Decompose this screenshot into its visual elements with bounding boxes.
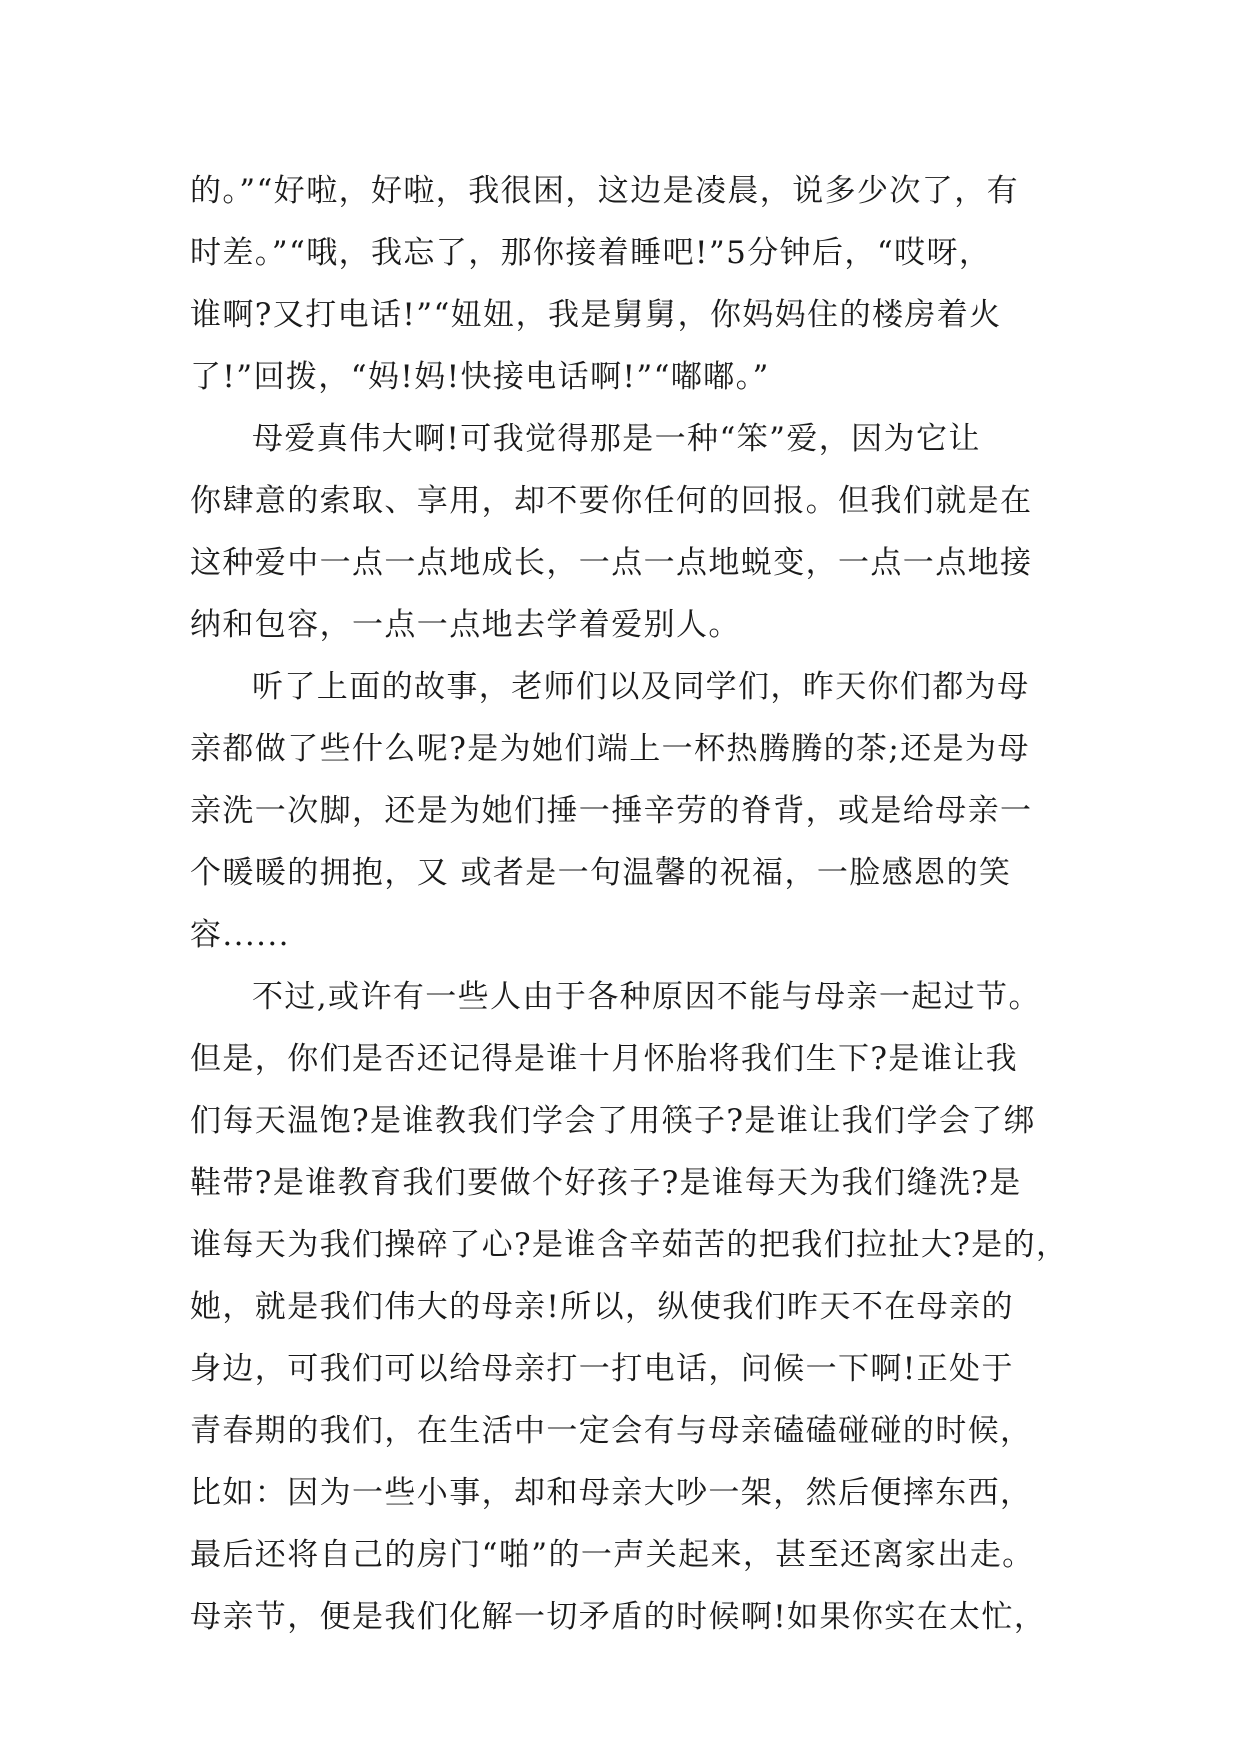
text-line: 了!”回拨，“妈!妈!快接电话啊!”“嘟嘟。” [190,359,770,395]
text-line: 谁啊?又打电话!”“妞妞，我是舅舅，你妈妈住的楼房着火 [190,297,1002,333]
text-line: 比如：因为一些小事，却和母亲大吵一架，然后便摔东西， [190,1475,1033,1511]
text-line: 母亲节，便是我们化解一切矛盾的时候啊!如果你实在太忙， [190,1599,1047,1635]
text-line: 纳和包容，一点一点地去学着爱别人。 [190,607,741,643]
text-line: 鞋带?是谁教育我们要做个好孩子?是谁每天为我们缝洗?是 [190,1165,1022,1201]
paragraph-start-line: 听了上面的故事，老师们以及同学们，昨天你们都为母 [252,669,1030,705]
text-line: 最后还将自己的房门“啪”的一声关起来，甚至还离家出走。 [190,1537,1035,1573]
body-text [190,160,1070,1648]
text-line: 亲洗一次脚，还是为她们捶一捶辛劳的脊背，或是给母亲一 [190,793,1033,829]
text-line: 你肆意的索取、享用，却不要你任何的回报。但我们就是在 [190,483,1033,519]
text-line: 身边，可我们可以给母亲打一打电话，问候一下啊!正处于 [190,1351,1014,1387]
text-line: 青春期的我们，在生活中一定会有与母亲磕磕碰碰的时候， [190,1413,1033,1449]
text-line: 们每天温饱?是谁教我们学会了用筷子?是谁让我们学会了绑 [190,1103,1037,1139]
text-line: 但是，你们是否还记得是谁十月怀胎将我们生下?是谁让我 [190,1041,1019,1077]
text-line: 容...... [190,917,290,953]
paragraph-start-line: 不过,或许有一些人由于各种原因不能与母亲一起过节。 [252,979,1041,1015]
text-line: 谁每天为我们操碎了心?是谁含辛茹苦的把我们拉扯大?是的， [190,1227,1069,1263]
text-line: 她，就是我们伟大的母亲!所以，纵使我们昨天不在母亲的 [190,1289,1014,1325]
text-line: 这种爱中一点一点地成长，一点一点地蜕变，一点一点地接 [190,545,1033,581]
text-line: 个暖暖的拥抱，又 或者是一句温馨的祝福，一脸感恩的笑 [190,855,1012,891]
paragraph-start-line: 母爱真伟大啊!可我觉得那是一种“笨”爱，因为它让 [252,421,981,457]
text-line: 的。”“好啦，好啦，我很困，这边是凌晨，说多少次了，有 [190,173,1019,209]
text-line: 亲都做了些什么呢?是为她们端上一杯热腾腾的茶;还是为母 [190,731,1030,767]
text-line: 时差。”“哦，我忘了，那你接着睡吧!”5分钟后，“哎呀， [190,235,992,271]
